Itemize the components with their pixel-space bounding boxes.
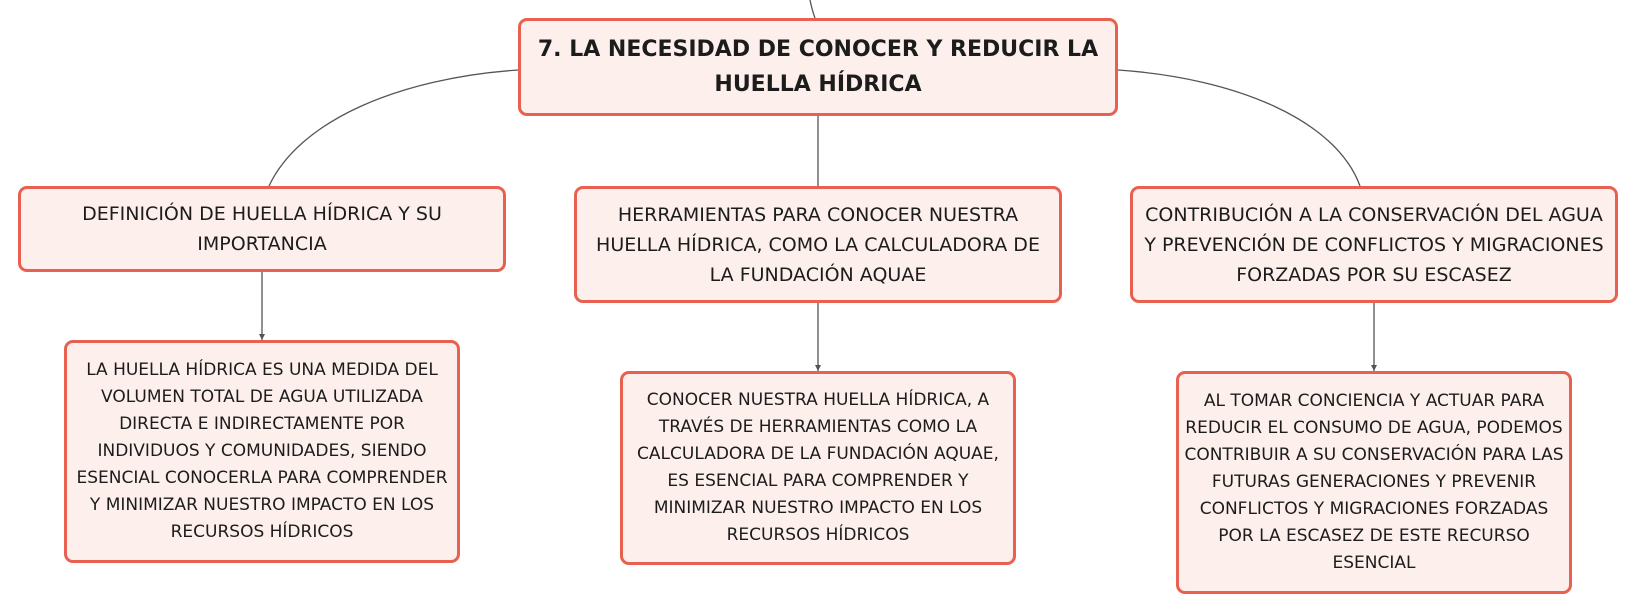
detail-definition-text: LA HUELLA HÍDRICA ES UNA MEDIDA DEL VOLUMEN TOTAL DE AGUA UTILIZADA DIRECTA E INDIRECTAMENTE POR INDIVIDUOS Y COMUNIDADES, SIENDO ESENCIAL CONOCERLA PARA COMPRENDER Y MINIMIZAR NUESTRO IMPACTO EN LOS RECURSOS HÍDRICOS [76,360,448,542]
branch-node-contribution[interactable] [1130,186,1618,303]
detail-node-contribution[interactable] [1176,371,1572,594]
detail-node-tools[interactable] [620,371,1016,565]
detail-contribution-text: AL TOMAR CONCIENCIA Y ACTUAR PARA REDUCIR EL CONSUMO DE AGUA, PODEMOS CONTRIBUIR A SU CONSERVACIÓN PARA LAS FUTURAS GENERACIONES Y PREVENIR CONFLICTOS Y MIGRACIONES FORZADAS POR LA ESCASEZ DE ESTE RECURSO ESENCIAL [1184,391,1564,573]
connector-parent-to-root [810,0,815,18]
branch-node-definition[interactable] [18,186,506,272]
central-topic-node[interactable] [518,18,1118,116]
connector-root-to-branch-3 [1118,70,1360,186]
branch-tools-text: HERRAMIENTAS PARA CONOCER NUESTRA HUELLA HÍDRICA, COMO LA CALCULADORA DE LA FUNDACIÓN AQUAE [596,203,1040,286]
central-topic-text: 7. LA NECESIDAD DE CONOCER Y REDUCIR LA HUELLA HÍDRICA [537,37,1099,97]
branch-contribution-text: CONTRIBUCIÓN A LA CONSERVACIÓN DEL AGUA Y PREVENCIÓN DE CONFLICTOS Y MIGRACIONES FORZADAS POR SU ESCASEZ [1144,203,1604,286]
connector-root-to-branch-1 [269,70,518,186]
detail-tools-text: CONOCER NUESTRA HUELLA HÍDRICA, A TRAVÉS DE HERRAMIENTAS COMO LA CALCULADORA DE LA FUNDACIÓN AQUAE, ES ESENCIAL PARA COMPRENDER Y MINIMIZAR NUESTRO IMPACTO EN LOS RECURSOS HÍDRICOS [637,390,999,545]
branch-node-tools[interactable] [574,186,1062,303]
detail-node-definition[interactable] [64,340,460,563]
branch-definition-text: DEFINICIÓN DE HUELLA HÍDRICA Y SU IMPORTANCIA [82,203,442,255]
